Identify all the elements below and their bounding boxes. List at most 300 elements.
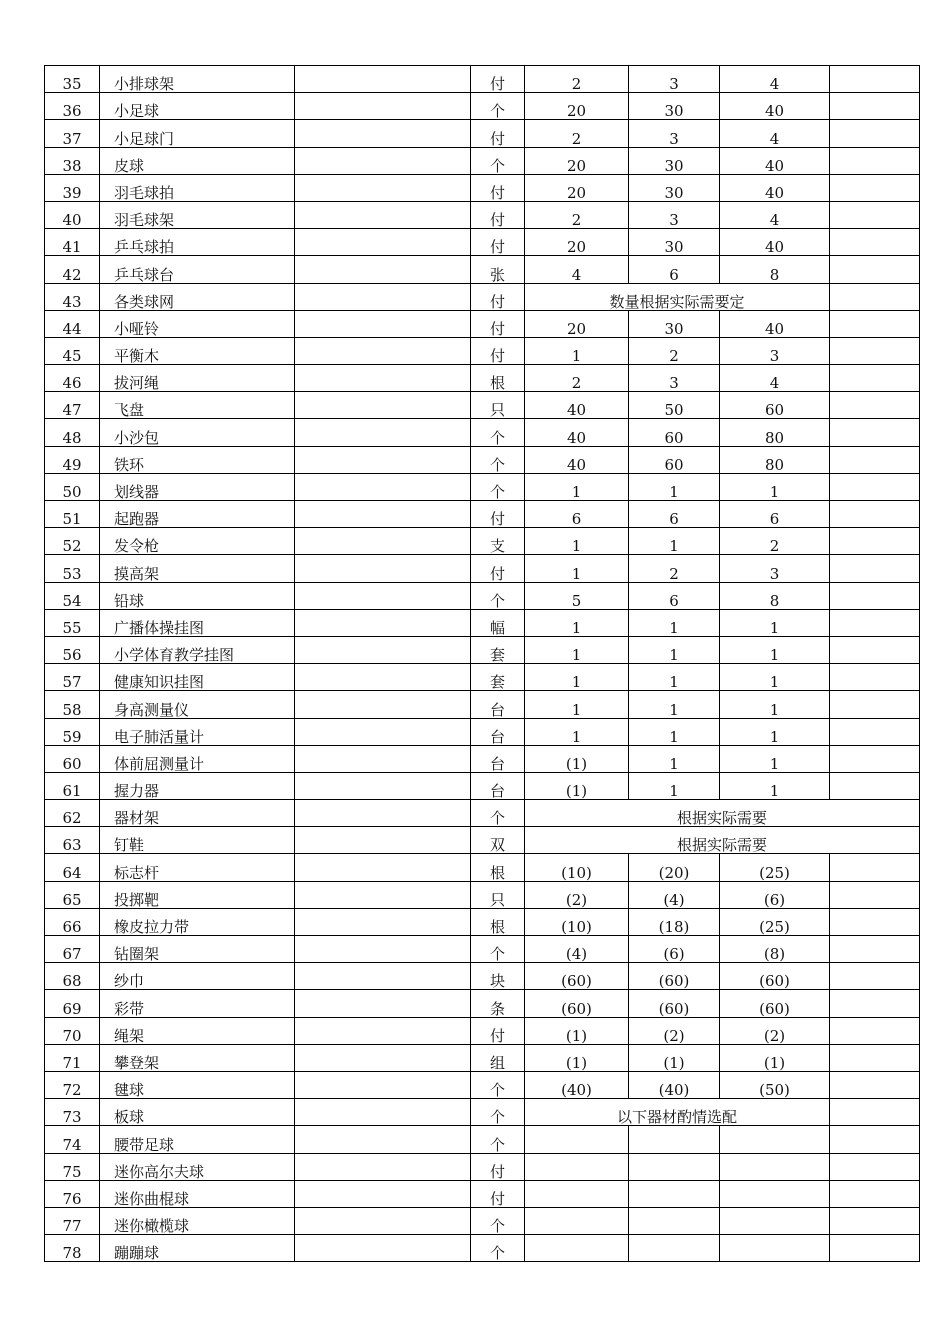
remark-cell	[830, 691, 920, 718]
item-name: 小排球架	[100, 66, 295, 93]
remark-cell	[830, 365, 920, 392]
unit-cell: 套	[471, 664, 525, 691]
spec-cell	[295, 256, 471, 283]
table-row	[45, 854, 920, 881]
row-number: 77	[45, 1207, 100, 1234]
remark-cell	[830, 990, 920, 1017]
table-row	[45, 827, 920, 854]
quantity-cell: 8	[720, 582, 830, 609]
quantity-cell: 6	[629, 501, 720, 528]
quantity-cell: (2)	[525, 881, 629, 908]
unit-cell: 台	[471, 691, 525, 718]
quantity-cell: (18)	[629, 908, 720, 935]
unit-cell: 个	[471, 147, 525, 174]
quantity-cell: 1	[525, 555, 629, 582]
quantity-cell: 20	[525, 147, 629, 174]
item-name: 蹦蹦球	[100, 1235, 295, 1262]
quantity-cell: (40)	[629, 1071, 720, 1098]
spec-cell	[295, 1071, 471, 1098]
unit-cell: 组	[471, 1044, 525, 1071]
item-name: 迷你曲棍球	[100, 1180, 295, 1207]
row-number: 49	[45, 446, 100, 473]
quantity-cell: 4	[720, 201, 830, 228]
remark-cell	[830, 446, 920, 473]
spec-cell	[295, 1126, 471, 1153]
quantity-cell: 20	[525, 174, 629, 201]
unit-cell: 个	[471, 1126, 525, 1153]
row-number: 46	[45, 365, 100, 392]
item-name: 毽球	[100, 1071, 295, 1098]
quantity-cell	[720, 1153, 830, 1180]
spec-cell	[295, 120, 471, 147]
table-row	[45, 555, 920, 582]
unit-cell: 付	[471, 310, 525, 337]
row-number: 38	[45, 147, 100, 174]
quantity-cell: 1	[720, 664, 830, 691]
item-name: 健康知识挂图	[100, 664, 295, 691]
remark-cell	[830, 283, 920, 310]
table-row	[45, 1044, 920, 1071]
row-number: 53	[45, 555, 100, 582]
table-row	[45, 691, 920, 718]
row-number: 43	[45, 283, 100, 310]
quantity-cell	[525, 1235, 629, 1262]
row-number: 36	[45, 93, 100, 120]
quantity-cell	[720, 1126, 830, 1153]
quantity-cell: 1	[629, 636, 720, 663]
spec-cell	[295, 1153, 471, 1180]
item-name: 起跑器	[100, 501, 295, 528]
unit-cell: 付	[471, 283, 525, 310]
spec-cell	[295, 1207, 471, 1234]
unit-cell: 付	[471, 555, 525, 582]
unit-cell: 双	[471, 827, 525, 854]
table-row	[45, 446, 920, 473]
spec-cell	[295, 1017, 471, 1044]
table-row	[45, 1180, 920, 1207]
row-number: 73	[45, 1099, 100, 1126]
table-row	[45, 745, 920, 772]
remark-cell	[830, 120, 920, 147]
item-name: 小足球门	[100, 120, 295, 147]
remark-cell	[830, 1044, 920, 1071]
row-number: 63	[45, 827, 100, 854]
remark-cell	[830, 881, 920, 908]
quantity-cell: 4	[720, 66, 830, 93]
spec-cell	[295, 1099, 471, 1126]
remark-cell	[830, 1235, 920, 1262]
spec-cell	[295, 936, 471, 963]
quantity-cell: (60)	[525, 990, 629, 1017]
row-number: 70	[45, 1017, 100, 1044]
table-row	[45, 718, 920, 745]
quantity-cell	[629, 1153, 720, 1180]
quantity-cell	[525, 1180, 629, 1207]
remark-cell	[830, 147, 920, 174]
spec-cell	[295, 66, 471, 93]
row-number: 65	[45, 881, 100, 908]
remark-cell	[830, 1126, 920, 1153]
spec-cell	[295, 609, 471, 636]
remark-cell	[830, 772, 920, 799]
table-row	[45, 283, 920, 310]
item-name: 器材架	[100, 800, 295, 827]
quantity-cell: 30	[629, 93, 720, 120]
quantity-cell: 1	[720, 718, 830, 745]
quantity-cell: (1)	[629, 1044, 720, 1071]
item-name: 摸高架	[100, 555, 295, 582]
quantity-cell: 50	[629, 392, 720, 419]
table-row	[45, 392, 920, 419]
unit-cell: 个	[471, 1207, 525, 1234]
quantity-cell: (60)	[525, 963, 629, 990]
quantity-cell: 1	[720, 473, 830, 500]
table-row	[45, 609, 920, 636]
remark-cell	[830, 337, 920, 364]
quantity-cell	[629, 1180, 720, 1207]
item-name: 身高测量仪	[100, 691, 295, 718]
spec-cell	[295, 201, 471, 228]
quantity-cell: 80	[720, 419, 830, 446]
item-name: 迷你橄榄球	[100, 1207, 295, 1234]
quantity-cell: 30	[629, 310, 720, 337]
remark-cell	[830, 745, 920, 772]
table-row	[45, 256, 920, 283]
unit-cell: 个	[471, 93, 525, 120]
unit-cell: 付	[471, 1180, 525, 1207]
note-cell: 根据实际需要	[525, 827, 920, 854]
unit-cell: 只	[471, 881, 525, 908]
row-number: 39	[45, 174, 100, 201]
spec-cell	[295, 772, 471, 799]
quantity-cell: 1	[720, 636, 830, 663]
quantity-cell: (10)	[525, 854, 629, 881]
remark-cell	[830, 936, 920, 963]
quantity-cell: (20)	[629, 854, 720, 881]
quantity-cell: 80	[720, 446, 830, 473]
unit-cell: 张	[471, 256, 525, 283]
spec-cell	[295, 419, 471, 446]
quantity-cell: 4	[720, 120, 830, 147]
table-row	[45, 1099, 920, 1126]
quantity-cell: 6	[720, 501, 830, 528]
row-number: 40	[45, 201, 100, 228]
spec-cell	[295, 392, 471, 419]
quantity-cell	[629, 1207, 720, 1234]
table-row	[45, 365, 920, 392]
quantity-cell: 1	[720, 745, 830, 772]
quantity-cell	[720, 1180, 830, 1207]
quantity-cell: (1)	[525, 1017, 629, 1044]
quantity-cell: (2)	[720, 1017, 830, 1044]
spec-cell	[295, 1044, 471, 1071]
equipment-table	[44, 65, 920, 1262]
item-name: 迷你高尔夫球	[100, 1153, 295, 1180]
quantity-cell: (1)	[525, 745, 629, 772]
note-cell: 根据实际需要	[525, 800, 920, 827]
remark-cell	[830, 473, 920, 500]
row-number: 64	[45, 854, 100, 881]
quantity-cell: (1)	[720, 1044, 830, 1071]
table-row	[45, 1235, 920, 1262]
spec-cell	[295, 664, 471, 691]
spec-cell	[295, 908, 471, 935]
table-row	[45, 473, 920, 500]
unit-cell: 付	[471, 501, 525, 528]
spec-cell	[295, 473, 471, 500]
quantity-cell: (1)	[525, 772, 629, 799]
remark-cell	[830, 555, 920, 582]
item-name: 纱巾	[100, 963, 295, 990]
table-row	[45, 963, 920, 990]
unit-cell: 个	[471, 419, 525, 446]
quantity-cell: 5	[525, 582, 629, 609]
quantity-cell: (4)	[525, 936, 629, 963]
quantity-cell: (25)	[720, 908, 830, 935]
spec-cell	[295, 854, 471, 881]
quantity-cell: 4	[720, 365, 830, 392]
quantity-cell: 1	[525, 718, 629, 745]
quantity-cell	[525, 1207, 629, 1234]
spec-cell	[295, 745, 471, 772]
row-number: 58	[45, 691, 100, 718]
remark-cell	[830, 1207, 920, 1234]
unit-cell: 付	[471, 1153, 525, 1180]
remark-cell	[830, 963, 920, 990]
unit-cell: 个	[471, 582, 525, 609]
quantity-cell: (6)	[720, 881, 830, 908]
quantity-cell: 40	[720, 174, 830, 201]
item-name: 钉鞋	[100, 827, 295, 854]
table-row	[45, 990, 920, 1017]
quantity-cell: 2	[525, 201, 629, 228]
quantity-cell	[720, 1235, 830, 1262]
remark-cell	[830, 718, 920, 745]
table-row	[45, 800, 920, 827]
item-name: 橡皮拉力带	[100, 908, 295, 935]
quantity-cell: (50)	[720, 1071, 830, 1098]
item-name: 腰带足球	[100, 1126, 295, 1153]
spec-cell	[295, 1235, 471, 1262]
item-name: 发令枪	[100, 528, 295, 555]
table-row	[45, 310, 920, 337]
unit-cell: 台	[471, 745, 525, 772]
table-row	[45, 66, 920, 93]
row-number: 75	[45, 1153, 100, 1180]
spec-cell	[295, 147, 471, 174]
row-number: 61	[45, 772, 100, 799]
table-row	[45, 528, 920, 555]
unit-cell: 支	[471, 528, 525, 555]
remark-cell	[830, 1099, 920, 1126]
row-number: 76	[45, 1180, 100, 1207]
quantity-cell: 30	[629, 174, 720, 201]
row-number: 54	[45, 582, 100, 609]
unit-cell: 个	[471, 446, 525, 473]
remark-cell	[830, 229, 920, 256]
remark-cell	[830, 908, 920, 935]
row-number: 48	[45, 419, 100, 446]
quantity-cell: 1	[629, 528, 720, 555]
table-row	[45, 772, 920, 799]
quantity-cell	[525, 1153, 629, 1180]
row-number: 72	[45, 1071, 100, 1098]
quantity-cell: 1	[525, 691, 629, 718]
quantity-cell: 3	[720, 555, 830, 582]
quantity-cell: 20	[525, 229, 629, 256]
spec-cell	[295, 827, 471, 854]
quantity-cell: 40	[525, 446, 629, 473]
table-row	[45, 1071, 920, 1098]
table-row	[45, 419, 920, 446]
remark-cell	[830, 1180, 920, 1207]
quantity-cell: 1	[629, 772, 720, 799]
row-number: 50	[45, 473, 100, 500]
table-row	[45, 636, 920, 663]
unit-cell: 个	[471, 936, 525, 963]
item-name: 小哑铃	[100, 310, 295, 337]
quantity-cell: 2	[525, 365, 629, 392]
quantity-cell: 1	[629, 691, 720, 718]
remark-cell	[830, 93, 920, 120]
item-name: 体前屈测量计	[100, 745, 295, 772]
item-name: 彩带	[100, 990, 295, 1017]
unit-cell: 个	[471, 473, 525, 500]
quantity-cell	[629, 1235, 720, 1262]
quantity-cell: 6	[629, 256, 720, 283]
item-name: 铁环	[100, 446, 295, 473]
remark-cell	[830, 528, 920, 555]
item-name: 乒乓球台	[100, 256, 295, 283]
quantity-cell: 40	[720, 93, 830, 120]
table-row	[45, 582, 920, 609]
quantity-cell: 2	[525, 66, 629, 93]
quantity-cell: (40)	[525, 1071, 629, 1098]
unit-cell: 付	[471, 174, 525, 201]
row-number: 78	[45, 1235, 100, 1262]
unit-cell: 根	[471, 365, 525, 392]
row-number: 74	[45, 1126, 100, 1153]
quantity-cell: 2	[720, 528, 830, 555]
quantity-cell: 8	[720, 256, 830, 283]
quantity-cell: 20	[525, 310, 629, 337]
row-number: 47	[45, 392, 100, 419]
item-name: 划线器	[100, 473, 295, 500]
quantity-cell: 1	[525, 636, 629, 663]
quantity-cell: 20	[525, 93, 629, 120]
quantity-cell: (8)	[720, 936, 830, 963]
quantity-cell: 3	[629, 120, 720, 147]
remark-cell	[830, 664, 920, 691]
row-number: 56	[45, 636, 100, 663]
row-number: 60	[45, 745, 100, 772]
row-number: 67	[45, 936, 100, 963]
row-number: 66	[45, 908, 100, 935]
remark-cell	[830, 501, 920, 528]
table-body	[45, 66, 920, 1262]
remark-cell	[830, 854, 920, 881]
quantity-cell: (60)	[629, 963, 720, 990]
quantity-cell: 60	[629, 446, 720, 473]
spec-cell	[295, 528, 471, 555]
quantity-cell: 1	[525, 664, 629, 691]
quantity-cell: 6	[629, 582, 720, 609]
item-name: 攀登架	[100, 1044, 295, 1071]
table-row	[45, 664, 920, 691]
row-number: 44	[45, 310, 100, 337]
quantity-cell: 30	[629, 229, 720, 256]
unit-cell: 个	[471, 800, 525, 827]
quantity-cell: 30	[629, 147, 720, 174]
unit-cell: 个	[471, 1099, 525, 1126]
row-number: 42	[45, 256, 100, 283]
quantity-cell: 1	[720, 609, 830, 636]
row-number: 62	[45, 800, 100, 827]
spec-cell	[295, 337, 471, 364]
unit-cell: 付	[471, 120, 525, 147]
remark-cell	[830, 1071, 920, 1098]
quantity-cell: (1)	[525, 1044, 629, 1071]
unit-cell: 块	[471, 963, 525, 990]
quantity-cell: 40	[525, 419, 629, 446]
spec-cell	[295, 365, 471, 392]
spec-cell	[295, 229, 471, 256]
row-number: 37	[45, 120, 100, 147]
note-cell: 数量根据实际需要定	[525, 283, 830, 310]
unit-cell: 付	[471, 201, 525, 228]
table-row	[45, 1126, 920, 1153]
quantity-cell: 60	[629, 419, 720, 446]
spec-cell	[295, 501, 471, 528]
row-number: 55	[45, 609, 100, 636]
item-name: 小学体育教学挂图	[100, 636, 295, 663]
item-name: 平衡木	[100, 337, 295, 364]
quantity-cell: 40	[720, 310, 830, 337]
quantity-cell: (4)	[629, 881, 720, 908]
table-row	[45, 881, 920, 908]
spec-cell	[295, 691, 471, 718]
unit-cell: 付	[471, 1017, 525, 1044]
item-name: 板球	[100, 1099, 295, 1126]
item-name: 乒乓球拍	[100, 229, 295, 256]
spec-cell	[295, 582, 471, 609]
spec-cell	[295, 1180, 471, 1207]
row-number: 69	[45, 990, 100, 1017]
remark-cell	[830, 419, 920, 446]
item-name: 各类球网	[100, 283, 295, 310]
unit-cell: 个	[471, 1071, 525, 1098]
item-name: 电子肺活量计	[100, 718, 295, 745]
item-name: 标志杆	[100, 854, 295, 881]
item-name: 小足球	[100, 93, 295, 120]
unit-cell: 幅	[471, 609, 525, 636]
row-number: 35	[45, 66, 100, 93]
quantity-cell: 40	[525, 392, 629, 419]
quantity-cell: 4	[525, 256, 629, 283]
spec-cell	[295, 718, 471, 745]
quantity-cell: 1	[525, 528, 629, 555]
remark-cell	[830, 609, 920, 636]
remark-cell	[830, 201, 920, 228]
quantity-cell: 1	[629, 718, 720, 745]
item-name: 握力器	[100, 772, 295, 799]
row-number: 45	[45, 337, 100, 364]
row-number: 59	[45, 718, 100, 745]
quantity-cell: 1	[720, 772, 830, 799]
row-number: 68	[45, 963, 100, 990]
spec-cell	[295, 174, 471, 201]
spec-cell	[295, 555, 471, 582]
